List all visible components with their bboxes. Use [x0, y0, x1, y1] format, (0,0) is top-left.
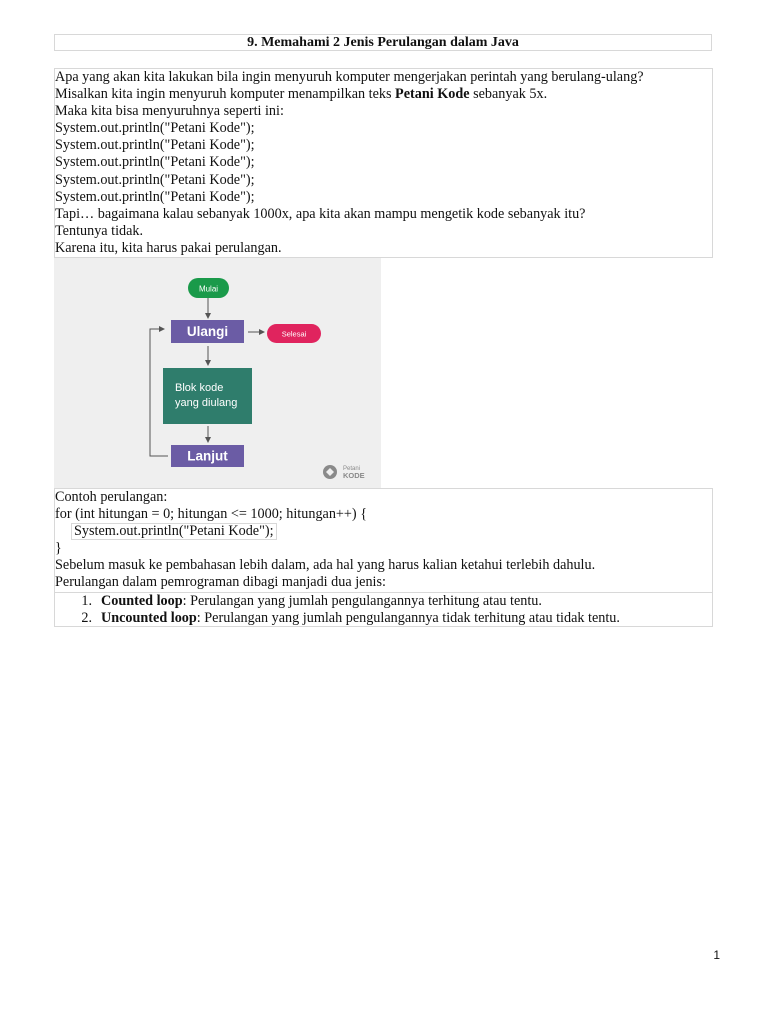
- intro-section: [54, 68, 713, 258]
- list-term: Counted loop: [101, 593, 183, 609]
- list-number: 1.: [81, 593, 92, 609]
- logo-text-bottom: KODE: [343, 471, 365, 480]
- intro-text: Misalkan kita ingin menyuruh komputer menampilkan teks: [55, 86, 396, 103]
- flow-start-label: Mulai: [198, 284, 219, 294]
- flow-next-label: Lanjut: [187, 448, 228, 464]
- intro-line: Tapi… bagaimana kalau sebanyak 1000x, apa kita akan mampu mengetik kode sebanyak itu?: [55, 205, 586, 222]
- example-section: [54, 488, 713, 593]
- flow-loop-label: Ulangi: [186, 324, 229, 339]
- intro-line: [55, 86, 712, 103]
- flow-block-label-1: Blok kode: [175, 382, 224, 394]
- paragraph-line: Sebelum masuk ke pembahasan lebih dalam, ada hal yang harus kalian ketahui terlebih dahulu.: [55, 557, 596, 574]
- intro-line: Karena itu, kita harus pakai perulangan.: [55, 239, 282, 256]
- list-text: [101, 610, 620, 627]
- flowchart-figure: [54, 258, 381, 488]
- logo-text-top: Petani: [343, 466, 361, 472]
- flowchart-svg: [54, 258, 381, 488]
- page-number: 1: [713, 948, 720, 962]
- brand-emphasis: Petani Kode: [395, 86, 470, 103]
- loop-types-list: [54, 592, 713, 627]
- code-line: System.out.println("Petani Kode");: [55, 137, 255, 154]
- code-line: for (int hitungan = 0; hitungan <= 1000; hitungan++) {: [55, 506, 368, 523]
- list-text: [101, 593, 542, 610]
- list-item: [55, 593, 712, 610]
- list-desc: : Perulangan yang jumlah pengulangannya terhitung atau tentu.: [182, 593, 542, 609]
- flow-block-node: [163, 368, 252, 424]
- flow-block-label-2: yang diulang: [175, 397, 238, 409]
- code-line: System.out.println("Petani Kode");: [55, 188, 255, 205]
- code-line: System.out.println("Petani Kode");: [55, 171, 255, 188]
- list-desc: : Perulangan yang jumlah pengulangannya tidak terhitung atau tidak tentu.: [196, 610, 620, 626]
- code-line: System.out.println("Petani Kode");: [55, 120, 255, 137]
- code-line: [55, 523, 712, 540]
- code-body: System.out.println("Petani Kode");: [71, 523, 277, 540]
- flow-end-label: Selesai: [281, 329, 307, 339]
- list-term: Uncounted loop: [101, 610, 197, 626]
- list-number: 2.: [81, 610, 92, 626]
- list-item: [55, 610, 712, 627]
- petani-kode-logo: [323, 465, 365, 480]
- intro-text: sebanyak 5x.: [469, 86, 548, 103]
- intro-line: Maka kita bisa menyuruhnya seperti ini:: [55, 103, 284, 120]
- paragraph-line: Perulangan dalam pemrograman dibagi manjadi dua jenis:: [55, 574, 386, 591]
- intro-line: Tentunya tidak.: [55, 222, 144, 239]
- code-line: System.out.println("Petani Kode");: [55, 154, 255, 171]
- intro-line: Apa yang akan kita lakukan bila ingin menyuruh komputer mengerjakan perintah yang berulang-ulang?: [55, 69, 644, 85]
- example-label: Contoh perulangan:: [55, 489, 168, 505]
- code-line: }: [55, 540, 62, 557]
- document-title: 9. Memahami 2 Jenis Perulangan dalam Java: [54, 34, 712, 51]
